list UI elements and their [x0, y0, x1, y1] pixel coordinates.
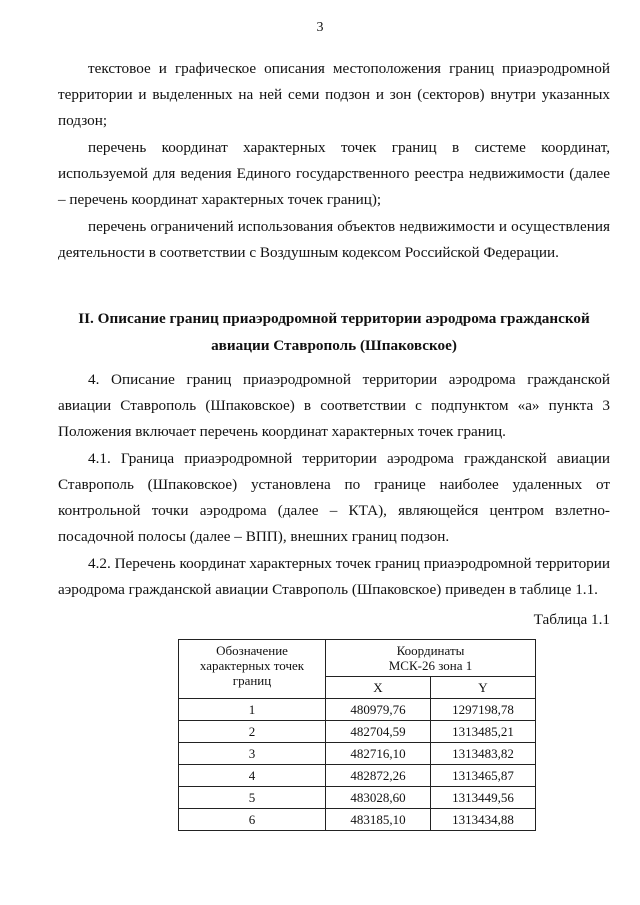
header-point-line-2: характерных точек: [199, 658, 305, 673]
section-title: [58, 305, 610, 359]
cell-point: 6: [179, 809, 326, 831]
header-x: X: [326, 677, 431, 699]
section-paragraph-4: 4. Описание границ приаэродромной территории аэродрома гражданской авиации Ставрополь (Шпаковское) в соответствии с подпунктом «а» пункта 3 Положения включает перечень координат характерных точек границ.: [58, 371, 610, 440]
table-row: [179, 765, 536, 787]
header-y: Y: [431, 677, 536, 699]
cell-point: 3: [179, 743, 326, 765]
table-caption: Таблица 1.1: [533, 611, 610, 628]
table-row: [179, 787, 536, 809]
cell-y: 1313465,87: [431, 765, 536, 787]
cell-x: 482872,26: [326, 765, 431, 787]
document-body: [58, 56, 610, 831]
intro-paragraph-3: перечень ограничений использования объектов недвижимости и осуществления деятельности в соответствии с Воздушным кодексом Российской Федерации.: [58, 218, 610, 261]
header-coords-line-1: Координаты: [396, 643, 465, 658]
cell-x: 482704,59: [326, 721, 431, 743]
cell-x: 482716,10: [326, 743, 431, 765]
cell-y: 1313434,88: [431, 809, 536, 831]
table-row: [179, 809, 536, 831]
header-coordinates: [326, 640, 536, 677]
table-row: [179, 721, 536, 743]
cell-x: 483185,10: [326, 809, 431, 831]
coordinates-table: [178, 639, 536, 831]
cell-point: 4: [179, 765, 326, 787]
header-point-line-1: Обозначение: [216, 643, 288, 658]
cell-point: 5: [179, 787, 326, 809]
cell-y: 1313485,21: [431, 721, 536, 743]
section-title-line-1: II. Описание границ приаэродромной территории аэродрома гражданской: [78, 310, 590, 327]
section-paragraph-4-2: 4.2. Перечень координат характерных точек границ приаэродромной территории аэродрома гражданской авиации Ставрополь (Шпаковское) приведен в таблице 1.1.: [58, 555, 611, 598]
table-row: [179, 699, 536, 721]
table-row: [179, 743, 536, 765]
cell-y: 1313483,82: [431, 743, 536, 765]
cell-y: 1313449,56: [431, 787, 536, 809]
header-point-line-3: границ: [232, 673, 272, 688]
cell-point: 1: [179, 699, 326, 721]
page-number: 3: [316, 20, 324, 35]
intro-paragraph-2: перечень координат характерных точек границ в системе координат, используемой для ведения Единого государственного реестра недвижимости (далее – перечень координат характерных точек границ);: [58, 139, 610, 208]
cell-y: 1297198,78: [431, 699, 536, 721]
section-title-line-2: авиации Ставрополь (Шпаковское): [211, 337, 457, 354]
header-point-designation: [179, 640, 326, 699]
cell-x: 483028,60: [326, 787, 431, 809]
section-paragraph-4-1: 4.1. Граница приаэродромной территории аэродрома гражданской авиации Ставрополь (Шпаковское) установлена по границе наиболее удаленных от контрольной точки аэродрома (далее – КТА), являющейся центром взлетно-посадочной полосы (далее – ВПП), внешних границ подзон.: [58, 450, 610, 545]
header-coords-line-2: МСК-26 зона 1: [388, 658, 473, 673]
cell-point: 2: [179, 721, 326, 743]
cell-x: 480979,76: [326, 699, 431, 721]
intro-paragraph-1: текстовое и графическое описания местоположения границ приаэродромной территории и выделенных на ней семи подзон и зон (секторов) внутри указанных подзон;: [58, 60, 610, 129]
